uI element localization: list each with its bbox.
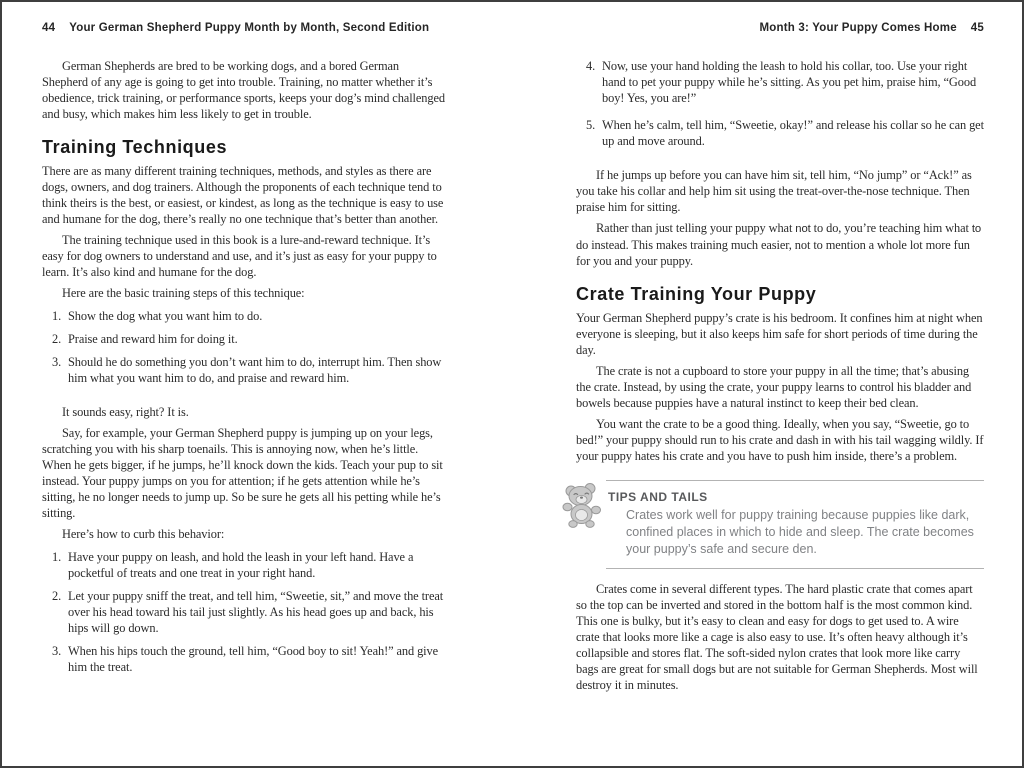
crate-paragraph-3: You want the crate to be a good thing. Ideally, when you say, “Sweetie, go to bed!” your puppy should run to his crate and dash in with his tail wagging wildly. If your puppy hates his crate and you have to push him inside, there’s a problem.	[576, 417, 984, 463]
list-item-text: When he’s calm, tell him, “Sweetie, okay!” and release his collar so he can get up and move around.	[602, 118, 984, 148]
right-page	[576, 22, 984, 693]
jump-paragraph: If he jumps up before you can have him sit, tell him, “No jump” or “Ack!” as you take his collar and help him sit using the treat-over-the-nose technique. Then praise him for sitting.	[576, 168, 972, 214]
left-running-header	[42, 22, 446, 34]
right-page-number: 45	[970, 22, 984, 34]
tips-and-tails-box	[606, 480, 984, 569]
section-heading-crate-training: Crate Training Your Puppy	[576, 284, 817, 304]
right-running-title: Month 3: Your Puppy Comes Home	[759, 22, 957, 34]
list-item	[42, 331, 446, 347]
list-item-text: Let your puppy sniff the treat, and tell him, “Sweetie, sit,” and move the treat over his head toward his tail just slightly. As his head goes up and back, his hips will go down.	[68, 589, 444, 635]
crate-paragraph-2: The crate is not a cupboard to store your puppy in all the time; that’s abusing the crate. Instead, by using the crate, your puppy learns to control his bladder and bowels because puppies have a natural instinct to keep their bed clean.	[576, 364, 972, 410]
list-item-text: Show the dog what you want him to do.	[68, 309, 263, 323]
list-item-number: 4.	[586, 59, 596, 73]
list-item-text: Should he do something you don’t want him to do, interrupt him. Then show him what you want him to do, and praise and reward him.	[68, 355, 442, 385]
list-item-text: Praise and reward him for doing it.	[68, 332, 238, 346]
list-item	[42, 588, 446, 636]
list-item	[42, 549, 446, 581]
list-item-text: When his hips touch the ground, tell him, “Good boy to sit! Yeah!” and give him the treat.	[68, 644, 439, 674]
list-item	[42, 354, 446, 386]
emphasis-word-not: not	[795, 223, 811, 235]
list-item-number: 3.	[52, 355, 62, 369]
right-running-header	[576, 22, 984, 34]
crate-paragraph-1: Your German Shepherd puppy’s crate is his bedroom. It confines him at night when everyone is sleeping, but it also keeps him safe for short periods of time during the day.	[576, 311, 983, 357]
training-steps-intro: Here are the basic training steps of this technique:	[62, 286, 305, 300]
teaching-paragraph	[576, 220, 984, 269]
left-page	[42, 22, 446, 675]
easy-line: It sounds easy, right? It is.	[62, 405, 189, 419]
training-paragraph-1: There are as many different training techniques, methods, and styles as there are dogs, owners, and dog trainers. Although the proponents of each technique tend to think theirs is the best, or easiest, or kindest, as long as the technique is easy to use and humane for the dog, there’s really no one technique that’s better than another.	[42, 164, 444, 226]
teaching-text-part: Rather than just telling your puppy what	[596, 221, 796, 235]
curb-steps-list	[42, 549, 446, 675]
list-item	[42, 643, 446, 675]
list-item	[576, 58, 984, 106]
continued-steps-list	[576, 58, 984, 149]
teddy-bear-icon	[562, 483, 602, 534]
training-steps-list	[42, 308, 446, 386]
list-item-text: Have your puppy on leash, and hold the leash in your left hand. Have a pocketful of treats and one treat in your right hand.	[68, 550, 414, 580]
list-item-number: 2.	[52, 589, 62, 603]
list-item-number: 1.	[52, 550, 62, 564]
training-paragraph-2: The training technique used in this book is a lure-and-reward technique. It’s easy for dog owners to understand and use, and it’s just as easy for your puppy to learn. It’s also kind and humane for the dog.	[42, 233, 437, 279]
list-item-number: 3.	[52, 644, 62, 658]
list-item-text: Now, use your hand holding the leash to hold his collar, too. Use your right hand to pet your puppy while he’s sitting. As you pet him, praise him, “Good boy! Yes, you are!”	[602, 59, 977, 105]
emphasis-word-to: to	[971, 223, 982, 235]
section-heading-training-techniques: Training Techniques	[42, 137, 228, 157]
intro-paragraph: German Shepherds are bred to be working dogs, and a bored German Shepherd of any age is going to get into trouble. Training, no matter whether it’s obedience, trick training, or performance sports, keeps your dog’s mind challenged and busy, which makes him less likely to get in trouble.	[42, 59, 445, 121]
list-item-number: 2.	[52, 332, 62, 346]
teaching-text-part: to do, you’re teaching him what	[810, 221, 972, 235]
list-item-number: 5.	[586, 118, 596, 132]
left-page-number: 44	[42, 22, 56, 34]
list-item-number: 1.	[52, 309, 62, 323]
left-running-title: Your German Shepherd Puppy Month by Month, Second Edition	[69, 22, 430, 34]
teaching-text-part: do instead. This makes training much easier, not to mention a whole lot more fun for you and your puppy.	[576, 238, 970, 268]
list-item	[42, 308, 446, 324]
closing-paragraph: Crates come in several different types. The hard plastic crate that comes apart so the top can be inverted and stored in the bottom half is the most common kind. This one is bulky, but it’s easy to clean and easy for dogs to get used to. A wire crate that looks more like a cage is also easy to use. It’s often heavy although it’s collapsible and stores flat. The soft-sided nylon crates that look more like carry bags are great for small dogs but are not suitable for German Shepherds. Most will destroy it in minutes.	[576, 582, 978, 692]
list-item	[576, 117, 984, 149]
tips-box-body: Crates work well for puppy training because puppies like dark, confined places in which to hide and sleep. The crate becomes your puppy’s safe and secure den.	[626, 508, 974, 556]
curb-intro: Here’s how to curb this behavior:	[62, 527, 225, 541]
tips-box-heading: TIPS AND TAILS	[608, 490, 708, 504]
example-paragraph: Say, for example, your German Shepherd puppy is jumping up on your legs, scratching you with his sharp toenails. This is annoying now, when he’s little. When he gets bigger, if he jumps, he’ll knock down the kids. Teach your pup to sit instead. Your puppy jumps on you for attention; if he gets attention while he’s sitting, he no longer needs to jump up. So be sure he gets all his petting while he’s sitting.	[42, 426, 443, 520]
